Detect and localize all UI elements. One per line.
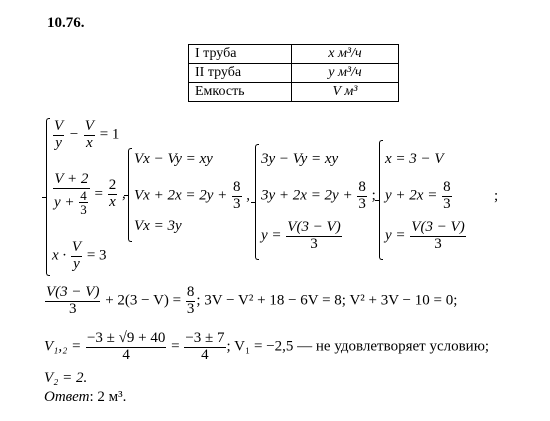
table-row — [189, 83, 399, 102]
table-cell-label: Емкость — [189, 83, 292, 102]
table-cell-label: II труба — [189, 64, 292, 83]
equation-line-3: V₂ = 2. — [44, 370, 88, 386]
sys2-eq1: Vx − Vy = xy — [134, 151, 213, 167]
system-brace — [46, 118, 50, 276]
table-row — [189, 64, 399, 83]
table-cell-value: y м³/ч — [292, 64, 399, 83]
table-cell-value: V м³ — [292, 83, 399, 102]
answer-value: : 2 м³. — [89, 389, 127, 405]
system-brace — [128, 148, 132, 242]
pipe-table — [188, 44, 399, 102]
system-brace — [379, 140, 383, 260]
sys1-eq1: $\frac{V}{y}$ − $\frac{V}{x}$ = 1 — [54, 118, 120, 151]
answer-label: Ответ — [44, 389, 90, 405]
sys2-eq2: Vx + 2x = 2y + $\frac{8}{3}$ , — [134, 179, 251, 212]
table-row — [189, 45, 399, 64]
sys4-eq1: x = 3 − V — [385, 151, 444, 167]
sys4-eq2: y + 2x = $\frac{8}{3}$ — [385, 179, 451, 212]
table-cell-label: I труба — [189, 45, 292, 64]
table-cell-value: x м³/ч — [292, 45, 399, 64]
answer-line — [44, 389, 126, 406]
equation-line-1: $\frac{V(3 - V)}{3}$ + 2(3 − V) = $\frac{8}{3}$ ; 3V − V² + 18 − 6V = 8; V² + 3V − 10 = 0; — [46, 284, 458, 317]
sys1-eq3: x · $\frac{V}{y}$ = 3 — [52, 239, 107, 272]
system-brace — [255, 144, 259, 260]
sys3-eq1: 3y − Vy = xy — [261, 151, 339, 167]
sys4-eq3: y = $\frac{V(3 - V)}{3}$ — [385, 219, 465, 252]
sys3-eq2: 3y + 2x = 2y + $\frac{8}{3}$ ; — [261, 179, 376, 212]
semicolon: ; — [494, 188, 499, 204]
equation-line-2: V₁,₂ = $\frac{-3 \pm √9 + 40}{4}$ = $\frac{-3 \pm 7}{4}$ ; V₁ = −2,5 — не удовлетворяет условию; — [44, 330, 490, 363]
sys2-eq3: Vx = 3y — [134, 218, 182, 234]
sys1-eq2: V + 2 y + $\frac{4}{3}$ = $\frac{2}{x}$ , — [54, 171, 126, 218]
sys3-eq3: y = $\frac{V(3 - V)}{3}$ — [261, 219, 341, 252]
problem-number: 10.76. — [47, 15, 85, 31]
